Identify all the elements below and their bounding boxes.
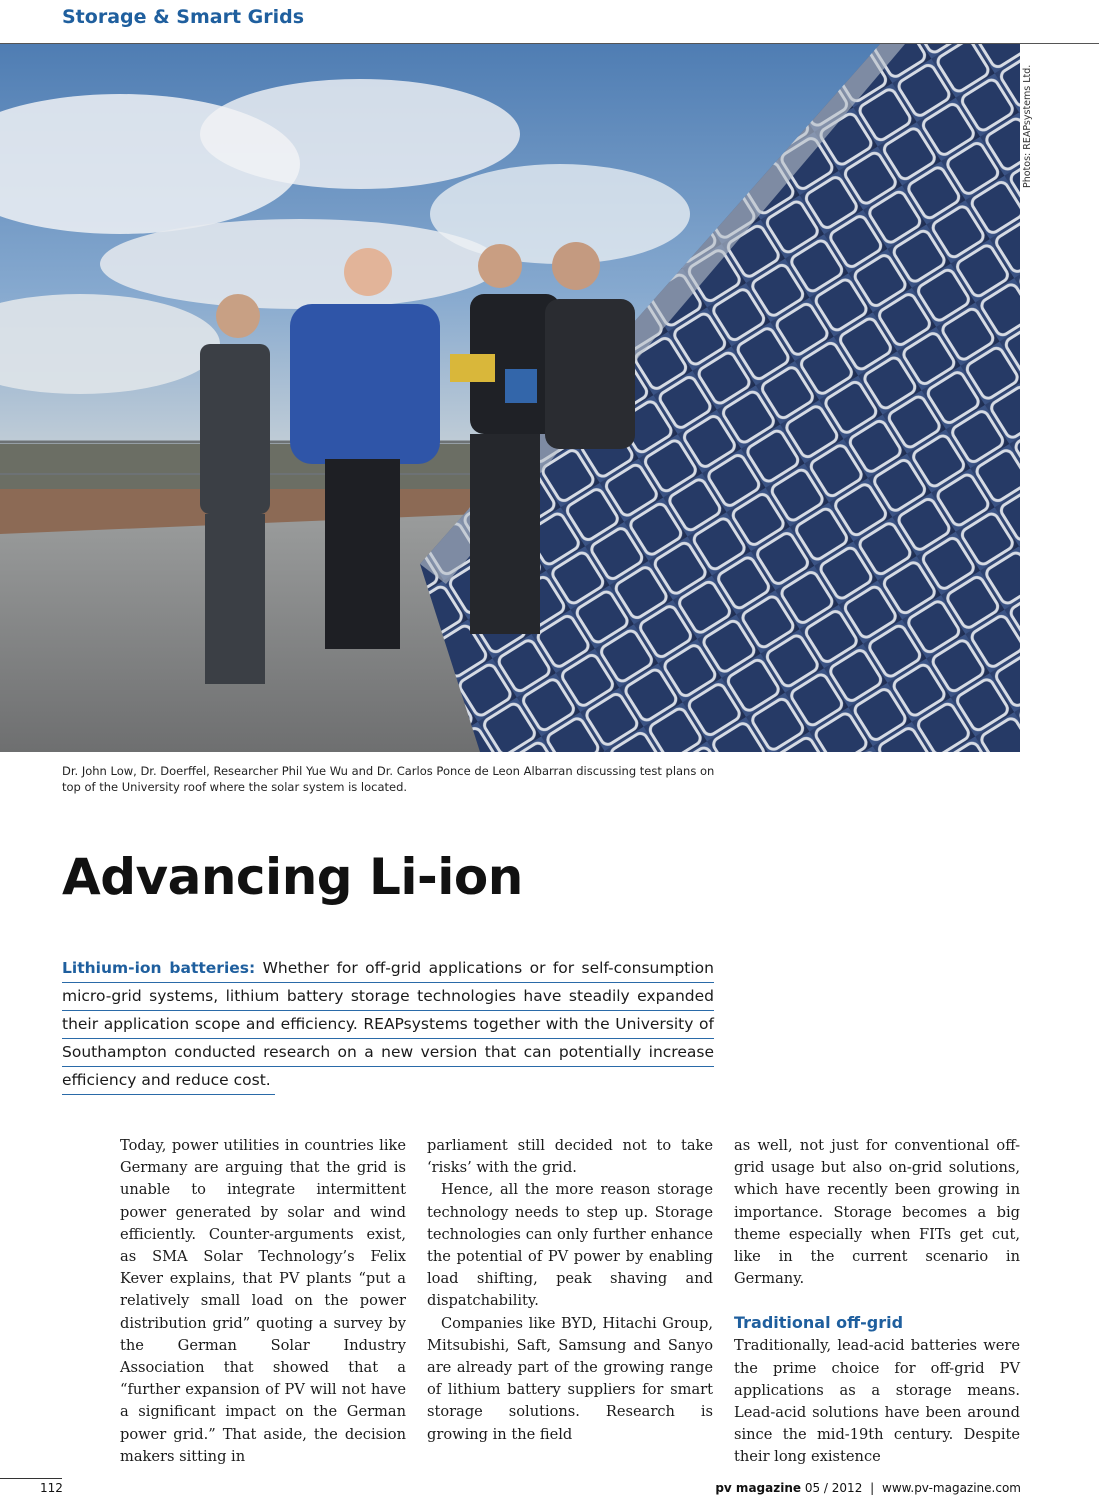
footer-brand: pv magazine <box>715 1481 802 1495</box>
lead-line: Southampton conducted research on a new version that can potentially increase <box>62 1039 714 1067</box>
body-column-2 <box>427 1135 713 1446</box>
footer-rule <box>0 1478 62 1479</box>
photo-credit: Photos: REAPsystems Ltd. <box>1022 64 1033 188</box>
section-heading: Storage & Smart Grids <box>62 6 305 28</box>
body-paragraph: Today, power utilities in countries like Germany are arguing that the grid is unable to integrate intermittent power generated by solar and wind efficiently. Counter-arguments exist, as SMA Solar Technology’s Felix Kever explains, that PV plants “put a relatively small load on the power distribution grid” quoting a survey by the German Solar Industry Association that showed that a “further expansion of PV will not have a significant impact on the German power grid.” That aside, the decision makers sitting in <box>120 1137 406 1465</box>
footer-separator: | <box>870 1481 875 1495</box>
lead-line: efficiency and reduce cost. <box>62 1067 275 1095</box>
article-photo <box>0 44 1020 752</box>
footer-url[interactable]: www.pv-magazine.com <box>882 1481 1021 1495</box>
body-paragraph: as well, not just for conventional off-grid usage but also on-grid solutions, which have recently been growing in importance. Storage becomes a big theme especially when FITs get cut, like in the current scenario in Germany. <box>734 1137 1020 1288</box>
body-paragraph: Hence, all the more reason storage technology needs to step up. Storage technologies can only further enhance the potential of PV power by enabling load shifting, peak shaving and dispatchability. <box>427 1181 713 1310</box>
body-column-1 <box>120 1135 406 1468</box>
page-number: 112 <box>40 1481 63 1495</box>
body-column-3 <box>734 1135 1020 1469</box>
footer-issue: 05 / 2012 <box>804 1481 863 1495</box>
lead-line <box>62 955 714 983</box>
article-title: Advancing Li-ion <box>62 848 523 906</box>
subheading: Traditional off-grid <box>734 1313 904 1333</box>
lead-line: micro-grid systems, lithium battery storage technologies have steadily expanded <box>62 983 714 1011</box>
lead-text: Whether for off-grid applications or for self-consumption <box>255 959 714 977</box>
body-paragraph: Traditionally, lead-acid batteries were the prime choice for off-grid PV applications as a storage means. Lead-acid solutions have been around since the mid-19th century. Despite their long existence <box>734 1337 1020 1466</box>
body-paragraph: parliament still decided not to take ‘risks’ with the grid. <box>427 1137 713 1177</box>
body-paragraph: Companies like BYD, Hitachi Group, Mitsubishi, Saft, Samsung and Sanyo are already part of the growing range of lithium battery suppliers for smart storage solutions. Research is growing in the field <box>427 1314 713 1443</box>
footer <box>715 1481 1021 1495</box>
article-lead <box>62 955 714 1095</box>
photo-caption: Dr. John Low, Dr. Doerffel, Researcher Phil Yue Wu and Dr. Carlos Ponce de Leon Albarran discussing test plans on top of the University roof where the solar system is located. <box>62 764 715 794</box>
lead-line: their application scope and efficiency. REAPsystems together with the University of <box>62 1011 714 1039</box>
lead-label: Lithium-ion batteries: <box>62 959 256 977</box>
